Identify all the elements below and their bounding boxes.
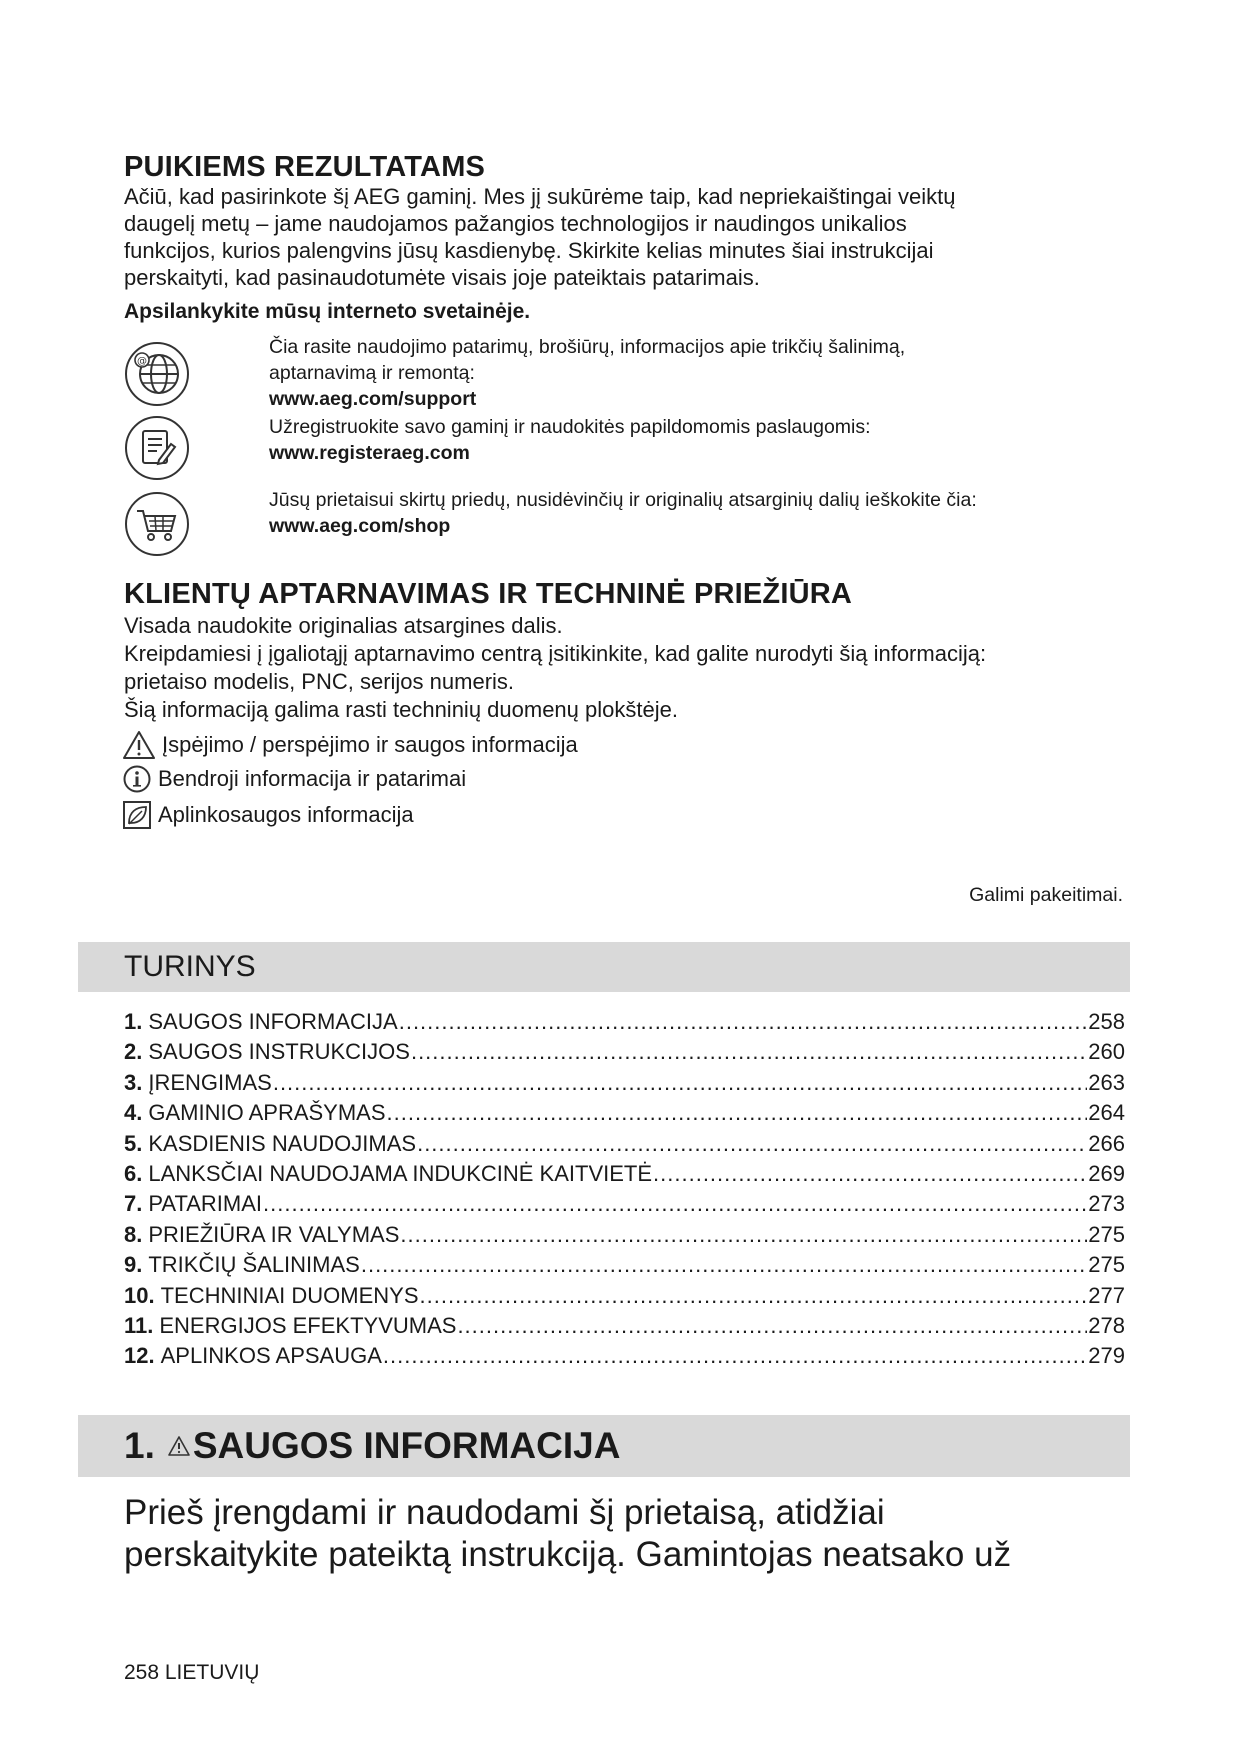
legend-info-label: Bendroji informacija ir patarimai [158, 766, 467, 791]
toc-leader-dots [263, 1191, 1087, 1217]
toc-item[interactable] [124, 1343, 1125, 1373]
legend-environment-label: Aplinkosaugos informacija [158, 802, 414, 827]
toc-item-number: 2. [124, 1039, 143, 1065]
toc-leader-dots [457, 1313, 1087, 1339]
toc-item-page: 264 [1088, 1100, 1125, 1126]
toc-leader-dots [420, 1283, 1088, 1309]
toc-item-label: LANKSČIAI NAUDOJAMA INDUKCINĖ KAITVIETĖ [148, 1160, 653, 1186]
service-paragraph [124, 612, 1124, 724]
toc-item-number: 3. [124, 1069, 143, 1095]
intro-line: perskaityti, kad pasinaudotumėte visais joje pateiktais patarimais. [124, 265, 760, 290]
toc-item-number: 7. [124, 1191, 143, 1217]
toc-item-label: ĮRENGIMAS [148, 1069, 272, 1095]
toc-title: TURINYS [124, 950, 256, 983]
toc-item-number: 1. [124, 1009, 143, 1034]
toc-item-label: TRIKČIŲ ŠALINIMAS [148, 1252, 360, 1278]
toc-item-page: 266 [1088, 1130, 1125, 1156]
service-line: prietaiso modelis, PNC, serijos numeris. [124, 669, 515, 694]
safety-section-title [124, 1425, 620, 1467]
legend-warning-row [122, 730, 578, 760]
intro-paragraph [124, 183, 1124, 291]
toc-item[interactable] [124, 1252, 1125, 1282]
shopping-cart-icon [123, 490, 191, 558]
intro-heading: PUIKIEMS REZULTATAMS [124, 151, 486, 183]
legend-warning-label: Įspėjimo / perspėjimo ir saugos informacija [162, 732, 578, 757]
toc-item[interactable] [124, 1191, 1125, 1221]
toc-item-number: 6. [124, 1160, 143, 1186]
safety-intro-line: perskaitykite pateiktą instrukciją. Gamintojas neatsako už [124, 1535, 1012, 1574]
legend-environment-row [122, 800, 414, 830]
toc-item-page: 275 [1088, 1252, 1125, 1278]
warning-triangle-icon [122, 730, 156, 760]
toc-leader-dots [400, 1222, 1087, 1248]
service-line: Šią informaciją galima rasti techninių duomenų plokštėje. [124, 697, 678, 722]
toc-item-number: 11. [124, 1312, 154, 1338]
legend-info-row [122, 764, 466, 794]
safety-section-number: 1. [124, 1425, 155, 1466]
toc-item-page: 260 [1088, 1039, 1125, 1065]
toc-item-label: APLINKOS APSAUGA [160, 1343, 382, 1369]
toc-item-number: 8. [124, 1221, 143, 1247]
intro-line: funkcijos, kurios palengvins jūsų kasdienybę. Skirkite kelias minutes šiai instrukcijai [124, 238, 934, 263]
info-circle-icon [122, 764, 152, 794]
toc-leader-dots [361, 1252, 1087, 1278]
support-description-line: aptarnavimą ir remontą: [269, 362, 475, 384]
service-line: Kreipdamiesi į įgaliotąjį aptarnavimo centrą įsitikinkite, kad galite nurodyti šią informaciją: [124, 641, 987, 666]
toc-item-label: TECHNINIAI DUOMENYS [160, 1282, 419, 1308]
toc-leader-dots [411, 1039, 1087, 1065]
toc-leader-dots [417, 1131, 1087, 1157]
support-description-line: Čia rasite naudojimo patarimų, brošiūrų, informacijos apie trikčių šalinimą, [269, 336, 906, 358]
svg-text:@: @ [137, 356, 147, 367]
safety-section-heading: SAUGOS INFORMACIJA [192, 1425, 621, 1466]
toc-leader-dots [387, 1100, 1088, 1126]
toc-leader-dots [383, 1343, 1087, 1369]
intro-line: Ačiū, kad pasirinkote šį AEG gaminį. Mes jį sukūrėme taip, kad nepriekaištingai veiktų [124, 184, 956, 209]
toc-item[interactable] [124, 1222, 1125, 1252]
toc-item-label: ENERGIJOS EFEKTYVUMAS [159, 1312, 457, 1338]
toc-header-bar [78, 942, 1130, 992]
toc-item[interactable] [124, 1100, 1125, 1130]
register-url-link[interactable]: www.registeraeg.com [269, 442, 470, 464]
toc-leader-dots [399, 1009, 1088, 1035]
safety-intro-paragraph [124, 1492, 1124, 1576]
toc-item-number: 4. [124, 1100, 143, 1126]
toc-item-number: 5. [124, 1130, 143, 1156]
register-document-icon [123, 414, 191, 482]
toc-item[interactable] [124, 1283, 1125, 1313]
safety-section-bar [78, 1415, 1130, 1477]
register-description-line: Užregistruokite savo gaminį ir naudokitės papildomomis paslaugomis: [269, 416, 871, 438]
support-url-link[interactable]: www.aeg.com/support [269, 388, 477, 410]
toc-item-number: 9. [124, 1252, 143, 1278]
toc-item[interactable] [124, 1161, 1125, 1191]
toc-item-page: 279 [1088, 1343, 1125, 1369]
toc-item[interactable] [124, 1313, 1125, 1343]
toc-item-label: PRIEŽIŪRA IR VALYMAS [148, 1221, 400, 1247]
toc-item-page: 278 [1088, 1312, 1125, 1338]
service-heading: KLIENTŲ APTARNAVIMAS IR TECHNINĖ PRIEŽIŪRA [124, 578, 853, 610]
toc-item-page: 258 [1088, 1009, 1125, 1034]
toc-leader-dots [273, 1070, 1087, 1096]
toc-item-page: 275 [1088, 1221, 1125, 1247]
leaf-square-icon [122, 800, 152, 830]
toc-item-page: 277 [1088, 1282, 1125, 1308]
shop-url-link[interactable]: www.aeg.com/shop [269, 515, 451, 537]
visit-website-label: Apsilankykite mūsų interneto svetainėje. [124, 300, 531, 323]
toc-item-number: 12. [124, 1343, 155, 1369]
toc-item-number: 10. [124, 1282, 155, 1308]
service-line: Visada naudokite originalias atsargines dalis. [124, 613, 563, 638]
warning-triangle-icon [167, 1435, 191, 1457]
toc-item-label: PATARIMAI [148, 1191, 263, 1217]
toc-leader-dots [653, 1161, 1087, 1187]
shop-description-line: Jūsų prietaisui skirtų priedų, nusidėvinčių ir originalių atsarginių dalių ieškokite čia: [269, 489, 977, 511]
toc-item-label: SAUGOS INFORMACIJA [148, 1009, 398, 1034]
toc-list [124, 1009, 1125, 1374]
toc-item-page: 269 [1088, 1160, 1125, 1186]
intro-line: daugelį metų – jame naudojamos pažangios technologijos ir naudingos unikalios [124, 211, 907, 236]
toc-item[interactable] [124, 1039, 1125, 1069]
toc-item[interactable] [124, 1131, 1125, 1161]
page-footer: 258 LIETUVIŲ [124, 1661, 260, 1684]
toc-item[interactable] [124, 1070, 1125, 1100]
globe-icon [123, 340, 191, 408]
toc-item-page: 273 [1088, 1191, 1125, 1217]
toc-item-label: GAMINIO APRAŠYMAS [148, 1100, 386, 1126]
toc-item-label: KASDIENIS NAUDOJIMAS [148, 1130, 417, 1156]
changes-note: Galimi pakeitimai. [969, 884, 1123, 906]
toc-item[interactable] [124, 1009, 1125, 1039]
toc-item-label: SAUGOS INSTRUKCIJOS [148, 1039, 410, 1065]
toc-item-page: 263 [1088, 1069, 1125, 1095]
safety-intro-line: Prieš įrengdami ir naudodami šį prietaisą, atidžiai [124, 1493, 885, 1532]
